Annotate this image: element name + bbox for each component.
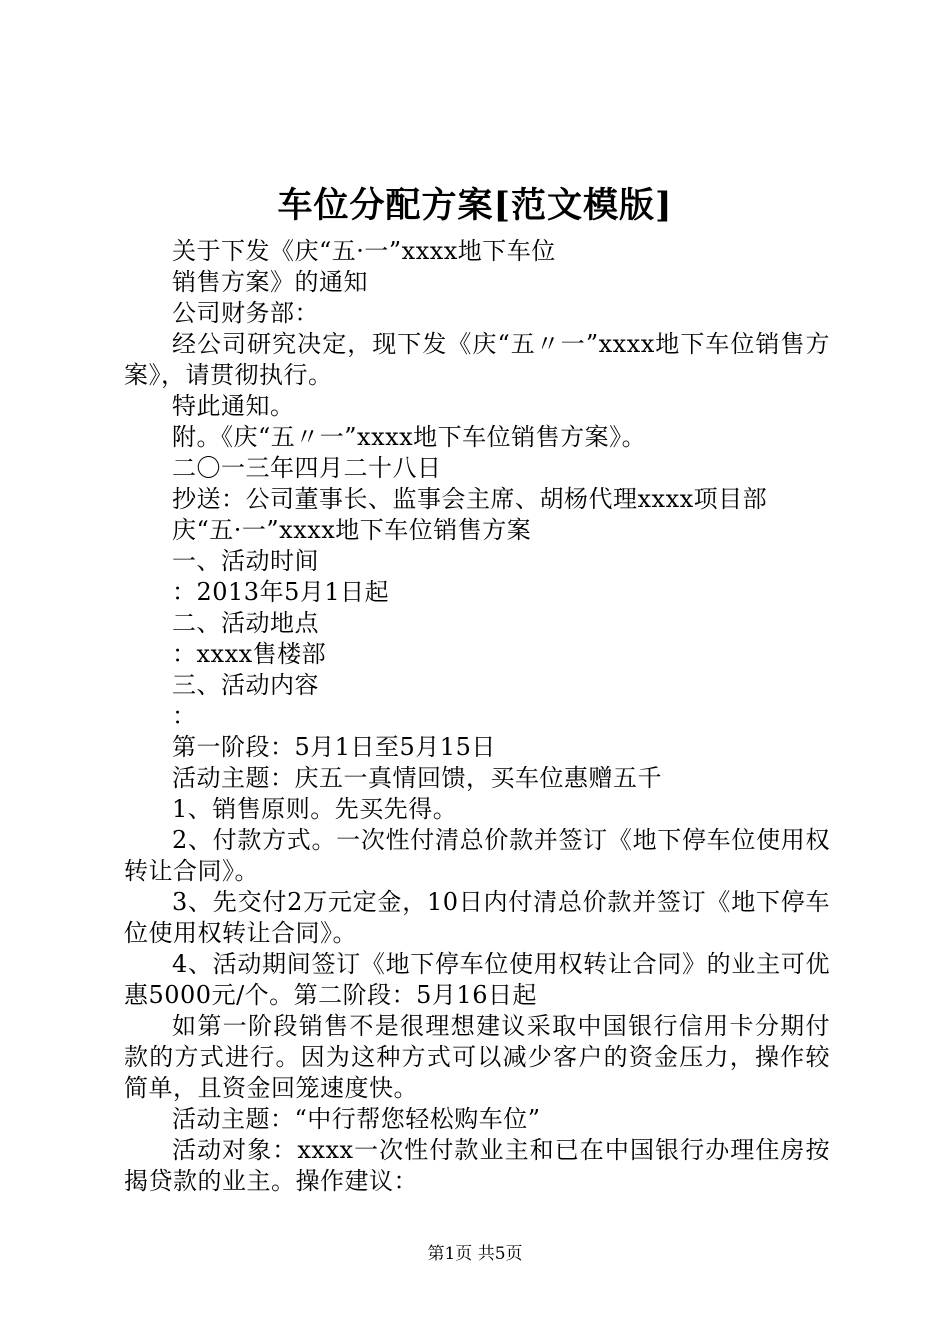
paragraph-recipient: 公司财务部： — [172, 299, 319, 327]
paragraph-notice-title-1: 关于下发《庆“五·一”xxxx地下车位 — [172, 237, 556, 265]
paragraph-rule-3: 3、先交付2万元定金，10日内付清总价款并签订《地下停车位使用权转让合同》。 — [124, 888, 830, 947]
paragraph-phase-two-detail: 如第一阶段销售不是很理想建议采取中国银行信用卡分期付款的方式进行。因为这种方式可以减少客户的资金压力，操作较简单，且资金回笼速度快。 — [124, 1012, 830, 1102]
paragraph-section-time: 一、活动时间 — [172, 547, 319, 575]
document-title: 车位分配方案[范文模版] — [277, 185, 673, 226]
paragraph-rule-4: 4、活动期间签订《地下停车位使用权转让合同》的业主可优惠5000元/个。第二阶段：5月16日起 — [124, 950, 830, 1009]
paragraph-attachment: 附。《庆“五〃一”xxxx地下车位销售方案》。 — [172, 423, 647, 451]
paragraph-cc: 抄送：公司董事长、监事会主席、胡杨代理xxxx项目部 — [172, 485, 768, 513]
paragraph-theme-two: 活动主题：“中行帮您轻松购车位” — [172, 1105, 541, 1133]
paragraph-plan-title: 庆“五·一”xxxx地下车位销售方案 — [172, 516, 532, 544]
paragraph-phase-one: 第一阶段：5月1日至5月15日 — [172, 733, 496, 761]
paragraph-time-value: ：2013年5月1日起 — [172, 578, 390, 606]
paragraph-notice: 特此通知。 — [172, 392, 295, 420]
paragraph-rule-1: 1、销售原则。先买先得。 — [172, 795, 458, 823]
paragraph-location-value: ：xxxx售楼部 — [172, 640, 327, 668]
paragraph-decision: 经公司研究决定，现下发《庆“五〃一”xxxx地下车位销售方案》，请贯彻执行。 — [124, 330, 830, 389]
paragraph-notice-title-2: 销售方案》的通知 — [172, 268, 368, 296]
paragraph-target: 活动对象：xxxx一次性付款业主和已在中国银行办理住房按揭贷款的业主。操作建议： — [124, 1136, 830, 1195]
paragraph-rule-2: 2、付款方式。一次性付清总价款并签订《地下停车位使用权转让合同》。 — [124, 826, 830, 885]
paragraph-date: 二〇一三年四月二十八日 — [172, 454, 442, 482]
page-footer: 第1页 共5页 — [427, 1244, 523, 1264]
paragraph-theme-one: 活动主题：庆五一真情回馈，买车位惠赠五千 — [172, 764, 662, 792]
paragraph-content-colon: ： — [172, 702, 197, 730]
document-body — [124, 236, 830, 1197]
paragraph-section-content: 三、活动内容 — [172, 671, 319, 699]
paragraph-section-location: 二、活动地点 — [172, 609, 319, 637]
